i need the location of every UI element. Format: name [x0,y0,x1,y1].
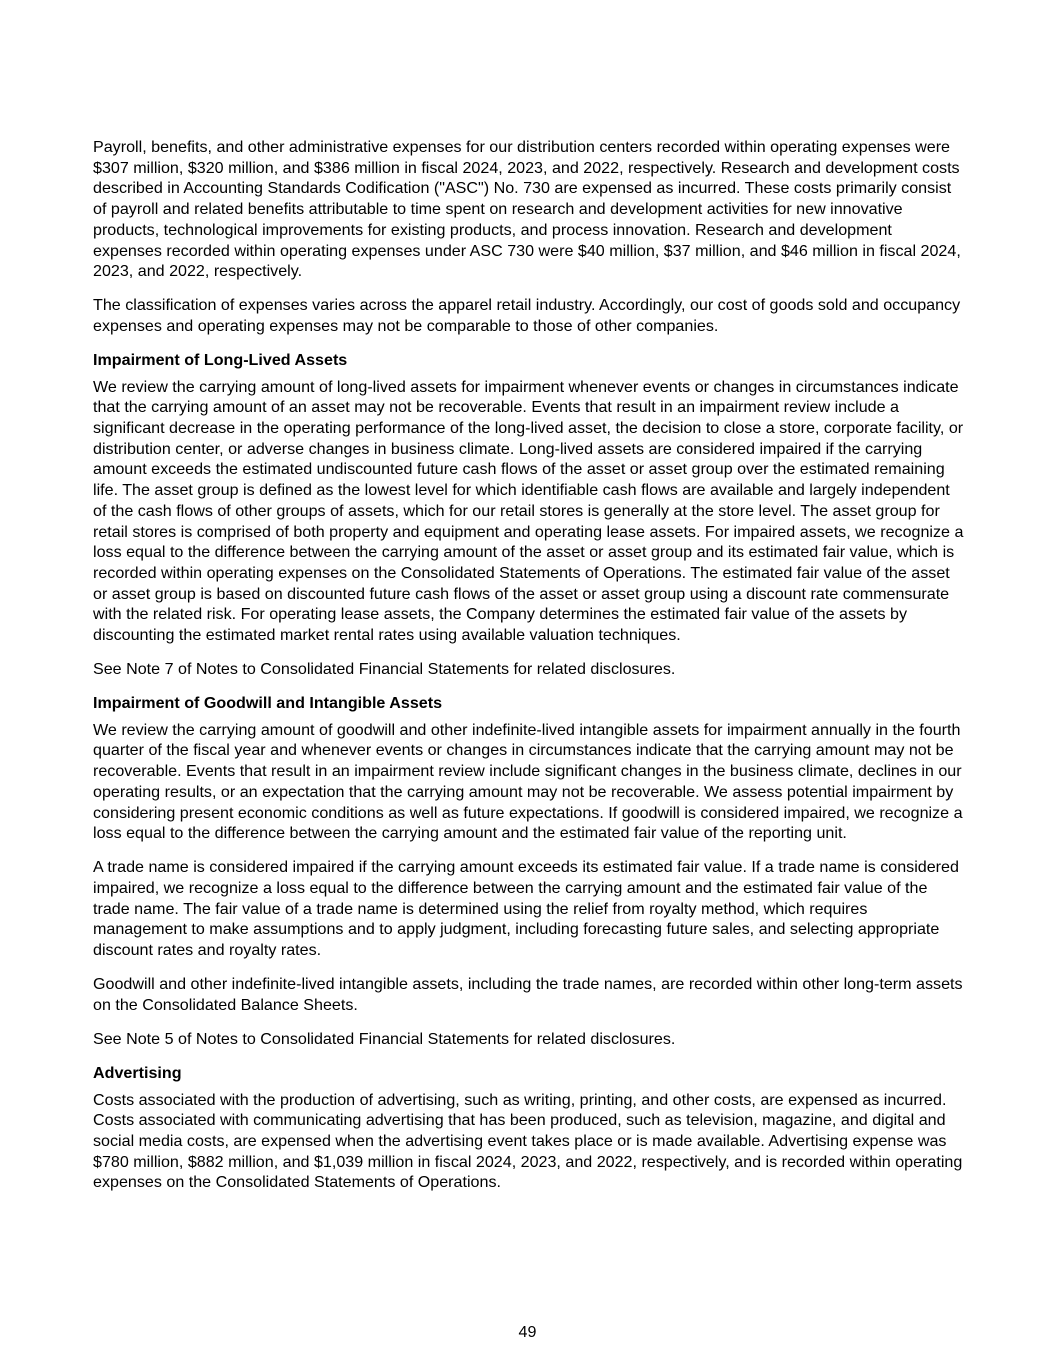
paragraph-goodwill-balance-sheet: Goodwill and other indefinite-lived intangible assets, including the trade names, are recorded within other long-term assets on the Consolidated Balance Sheets. [93,975,963,1014]
page-number: 49 [518,1323,537,1341]
paragraph-distribution-expenses: Payroll, benefits, and other administrative expenses for our distribution centers recorded within operating expenses were $307 million, $320 million, and $386 million in fiscal 2024, 2023, and 2022, respectively. Research and development costs described in Accounting Standards Codification ("ASC") No. 730 are expensed as incurred. These costs primarily consist of payroll and related benefits attributable to time spent on research and development activities for new innovative products, technological improvements for existing products, and process innovation. Research and development expenses recorded within operating expenses under ASC 730 were $40 million, $37 million, and $46 million in fiscal 2024, 2023, and 2022, respectively. [93,138,961,281]
paragraph-see-note-7: See Note 7 of Notes to Consolidated Financial Statements for related disclosures. [93,660,676,679]
heading-advertising: Advertising [93,1063,182,1082]
paragraph-advertising: Costs associated with the production of advertising, such as writing, printing, and other costs, are expensed as incurred. Costs associated with communicating advertising that has been produced, such as television, magazine, and digital and social media costs, are expensed when the advertising event takes place or is made available. Advertising expense was $780 million, $882 million, and $1,039 million in fiscal 2024, 2023, and 2022, respectively, and is recorded within operating expenses on the Consolidated Statements of Operations. [93,1090,963,1192]
paragraph-goodwill-review: We review the carrying amount of goodwill and other indefinite-lived intangible assets for impairment annually in the fourth quarter of the fiscal year and whenever events or changes in circumstances indicate that the carrying amount may not be recoverable. Events that result in an impairment review include significant changes in the business climate, declines in our operating results, or an expectation that the carrying amount may not be recoverable. We assess potential impairment by considering present economic conditions as well as future expectations. If goodwill is considered impaired, we recognize a loss equal to the difference between the carrying amount and the estimated fair value of the reporting unit. [93,720,963,843]
paragraph-see-note-5: See Note 5 of Notes to Consolidated Financial Statements for related disclosures. [93,1029,676,1048]
heading-impairment-long-lived-assets: Impairment of Long-Lived Assets [93,350,348,369]
paragraph-long-lived-assets: We review the carrying amount of long-lived assets for impairment whenever events or changes in circumstances indicate that the carrying amount of an asset may not be recoverable. Events that result in an impairment review include a significant decrease in the operating performance of the long-lived asset, the decision to close a store, corporate facility, or distribution center, or adverse changes in business climate. Long-lived assets are considered impaired if the carrying amount exceeds the estimated undiscounted future cash flows of the asset or asset group over the estimated remaining life. The asset group is defined as the lowest level for which identifiable cash flows are available and largely independent of the cash flows of other groups of assets, which for our retail stores is generally at the store level. The asset group for retail stores is comprised of both property and equipment and operating lease assets. For impaired assets, we recognize a loss equal to the difference between the carrying amount of the asset or asset group and its estimated fair value, which is recorded within operating expenses on the Consolidated Statements of Operations. The estimated fair value of the asset or asset group is based on discounted future cash flows of the asset or asset group using a discount rate commensurate with the related risk. For operating lease assets, the Company determines the estimated fair value of the assets by discounting the estimated market rental rates using available valuation techniques. [93,377,964,645]
paragraph-expense-classification: The classification of expenses varies across the apparel retail industry. Accordingly, our cost of goods sold and occupancy expenses and operating expenses may not be comparable to those of other companies. [93,296,961,335]
paragraph-trade-name: A trade name is considered impaired if the carrying amount exceeds its estimated fair value. If a trade name is considered impaired, we recognize a loss equal to the difference between the carrying amount and the estimated fair value of the trade name. The fair value of a trade name is determined using the relief from royalty method, which requires management to make assumptions and to apply judgment, including forecasting future sales, and selecting appropriate discount rates and royalty rates. [93,858,959,960]
document-body [93,137,965,1206]
heading-impairment-goodwill: Impairment of Goodwill and Intangible Assets [93,694,443,713]
